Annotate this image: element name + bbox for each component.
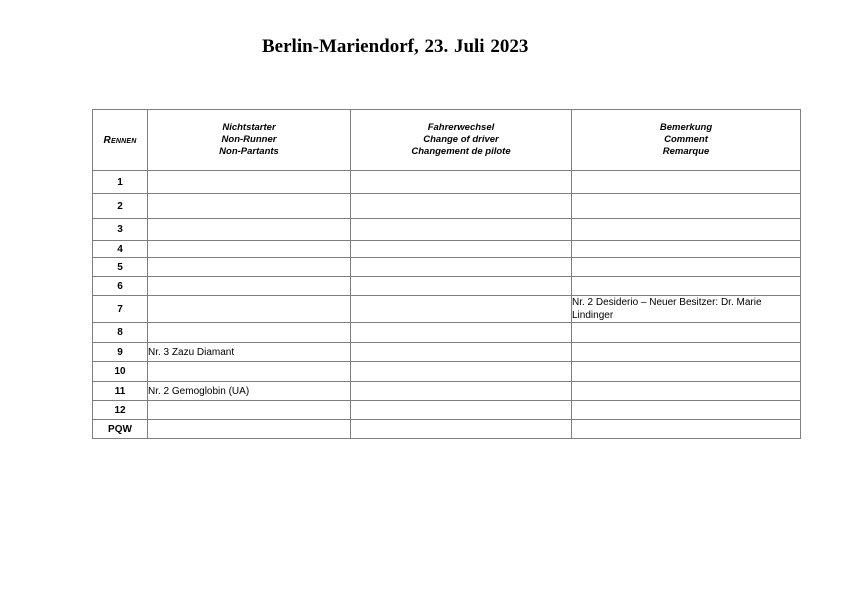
- header-bemerkung: [572, 110, 801, 171]
- fahrerwechsel-cell: [351, 194, 572, 219]
- race-number: 11: [93, 382, 148, 401]
- table-row: [93, 382, 801, 401]
- race-number: 4: [93, 241, 148, 258]
- header-nichtstarter-de: Nichtstarter: [222, 122, 276, 133]
- header-bemerkung-fr: Remarque: [662, 146, 710, 157]
- table-row: [93, 171, 801, 194]
- fahrerwechsel-cell: [351, 241, 572, 258]
- bemerkung-cell: [572, 258, 801, 277]
- header-rennen: Rennen: [93, 110, 148, 171]
- race-number: 10: [93, 362, 148, 382]
- bemerkung-cell: [572, 323, 801, 343]
- fahrerwechsel-cell: [351, 219, 572, 241]
- header-nichtstarter-en: Non-Runner: [221, 134, 277, 145]
- table-row: [93, 194, 801, 219]
- fahrerwechsel-cell: [351, 343, 572, 362]
- table-row: [93, 401, 801, 420]
- header-fahrerwechsel-de: Fahrerwechsel: [427, 122, 495, 133]
- header-bemerkung-en: Comment: [664, 134, 708, 145]
- fahrerwechsel-cell: [351, 401, 572, 420]
- race-number: 1: [93, 171, 148, 194]
- race-number: PQW: [93, 420, 148, 439]
- table-row: [93, 362, 801, 382]
- race-number: 7: [93, 296, 148, 323]
- nichtstarter-cell: [148, 194, 351, 219]
- bemerkung-cell: [572, 241, 801, 258]
- nichtstarter-cell: [148, 420, 351, 439]
- header-nichtstarter: [148, 110, 351, 171]
- fahrerwechsel-cell: [351, 382, 572, 401]
- nichtstarter-cell: [148, 401, 351, 420]
- race-number: 6: [93, 277, 148, 296]
- nichtstarter-cell: [148, 323, 351, 343]
- nichtstarter-cell: [148, 219, 351, 241]
- fahrerwechsel-cell: [351, 277, 572, 296]
- race-number: 9: [93, 343, 148, 362]
- race-changes-table: [92, 109, 801, 439]
- nichtstarter-cell: [148, 296, 351, 323]
- race-number: 3: [93, 219, 148, 241]
- nichtstarter-cell: Nr. 2 Gemoglobin (UA): [148, 382, 351, 401]
- table-row: [93, 343, 801, 362]
- bemerkung-cell: [572, 277, 801, 296]
- nichtstarter-cell: Nr. 3 Zazu Diamant: [148, 343, 351, 362]
- race-number: 8: [93, 323, 148, 343]
- nichtstarter-cell: [148, 277, 351, 296]
- fahrerwechsel-cell: [351, 362, 572, 382]
- bemerkung-cell: [572, 420, 801, 439]
- header-fahrerwechsel-fr: Changement de pilote: [411, 146, 511, 157]
- bemerkung-cell: [572, 362, 801, 382]
- bemerkung-cell: [572, 343, 801, 362]
- fahrerwechsel-cell: [351, 171, 572, 194]
- bemerkung-cell: [572, 219, 801, 241]
- header-fahrerwechsel: [351, 110, 572, 171]
- fahrerwechsel-cell: [351, 323, 572, 343]
- table-row: [93, 241, 801, 258]
- header-bemerkung-de: Bemerkung: [659, 122, 713, 133]
- race-number: 12: [93, 401, 148, 420]
- nichtstarter-cell: [148, 362, 351, 382]
- table-header-row: [93, 110, 801, 171]
- bemerkung-cell: [572, 382, 801, 401]
- nichtstarter-cell: [148, 171, 351, 194]
- bemerkung-cell: [572, 401, 801, 420]
- bemerkung-cell: [572, 194, 801, 219]
- header-fahrerwechsel-en: Change of driver: [423, 134, 499, 145]
- page-title: Berlin-Mariendorf, 23. Juli 2023: [262, 36, 529, 57]
- table-row: [93, 323, 801, 343]
- fahrerwechsel-cell: [351, 296, 572, 323]
- fahrerwechsel-cell: [351, 258, 572, 277]
- bemerkung-cell: [572, 171, 801, 194]
- table-row: [93, 258, 801, 277]
- header-nichtstarter-fr: Non-Partants: [219, 146, 279, 157]
- table-row: [93, 277, 801, 296]
- nichtstarter-cell: [148, 241, 351, 258]
- race-number: 5: [93, 258, 148, 277]
- nichtstarter-cell: [148, 258, 351, 277]
- fahrerwechsel-cell: [351, 420, 572, 439]
- table-row: [93, 296, 801, 323]
- race-number: 2: [93, 194, 148, 219]
- bemerkung-cell: Nr. 2 Desiderio – Neuer Besitzer: Dr. Marie Lindinger: [572, 296, 801, 323]
- table-row: [93, 420, 801, 439]
- table-row: [93, 219, 801, 241]
